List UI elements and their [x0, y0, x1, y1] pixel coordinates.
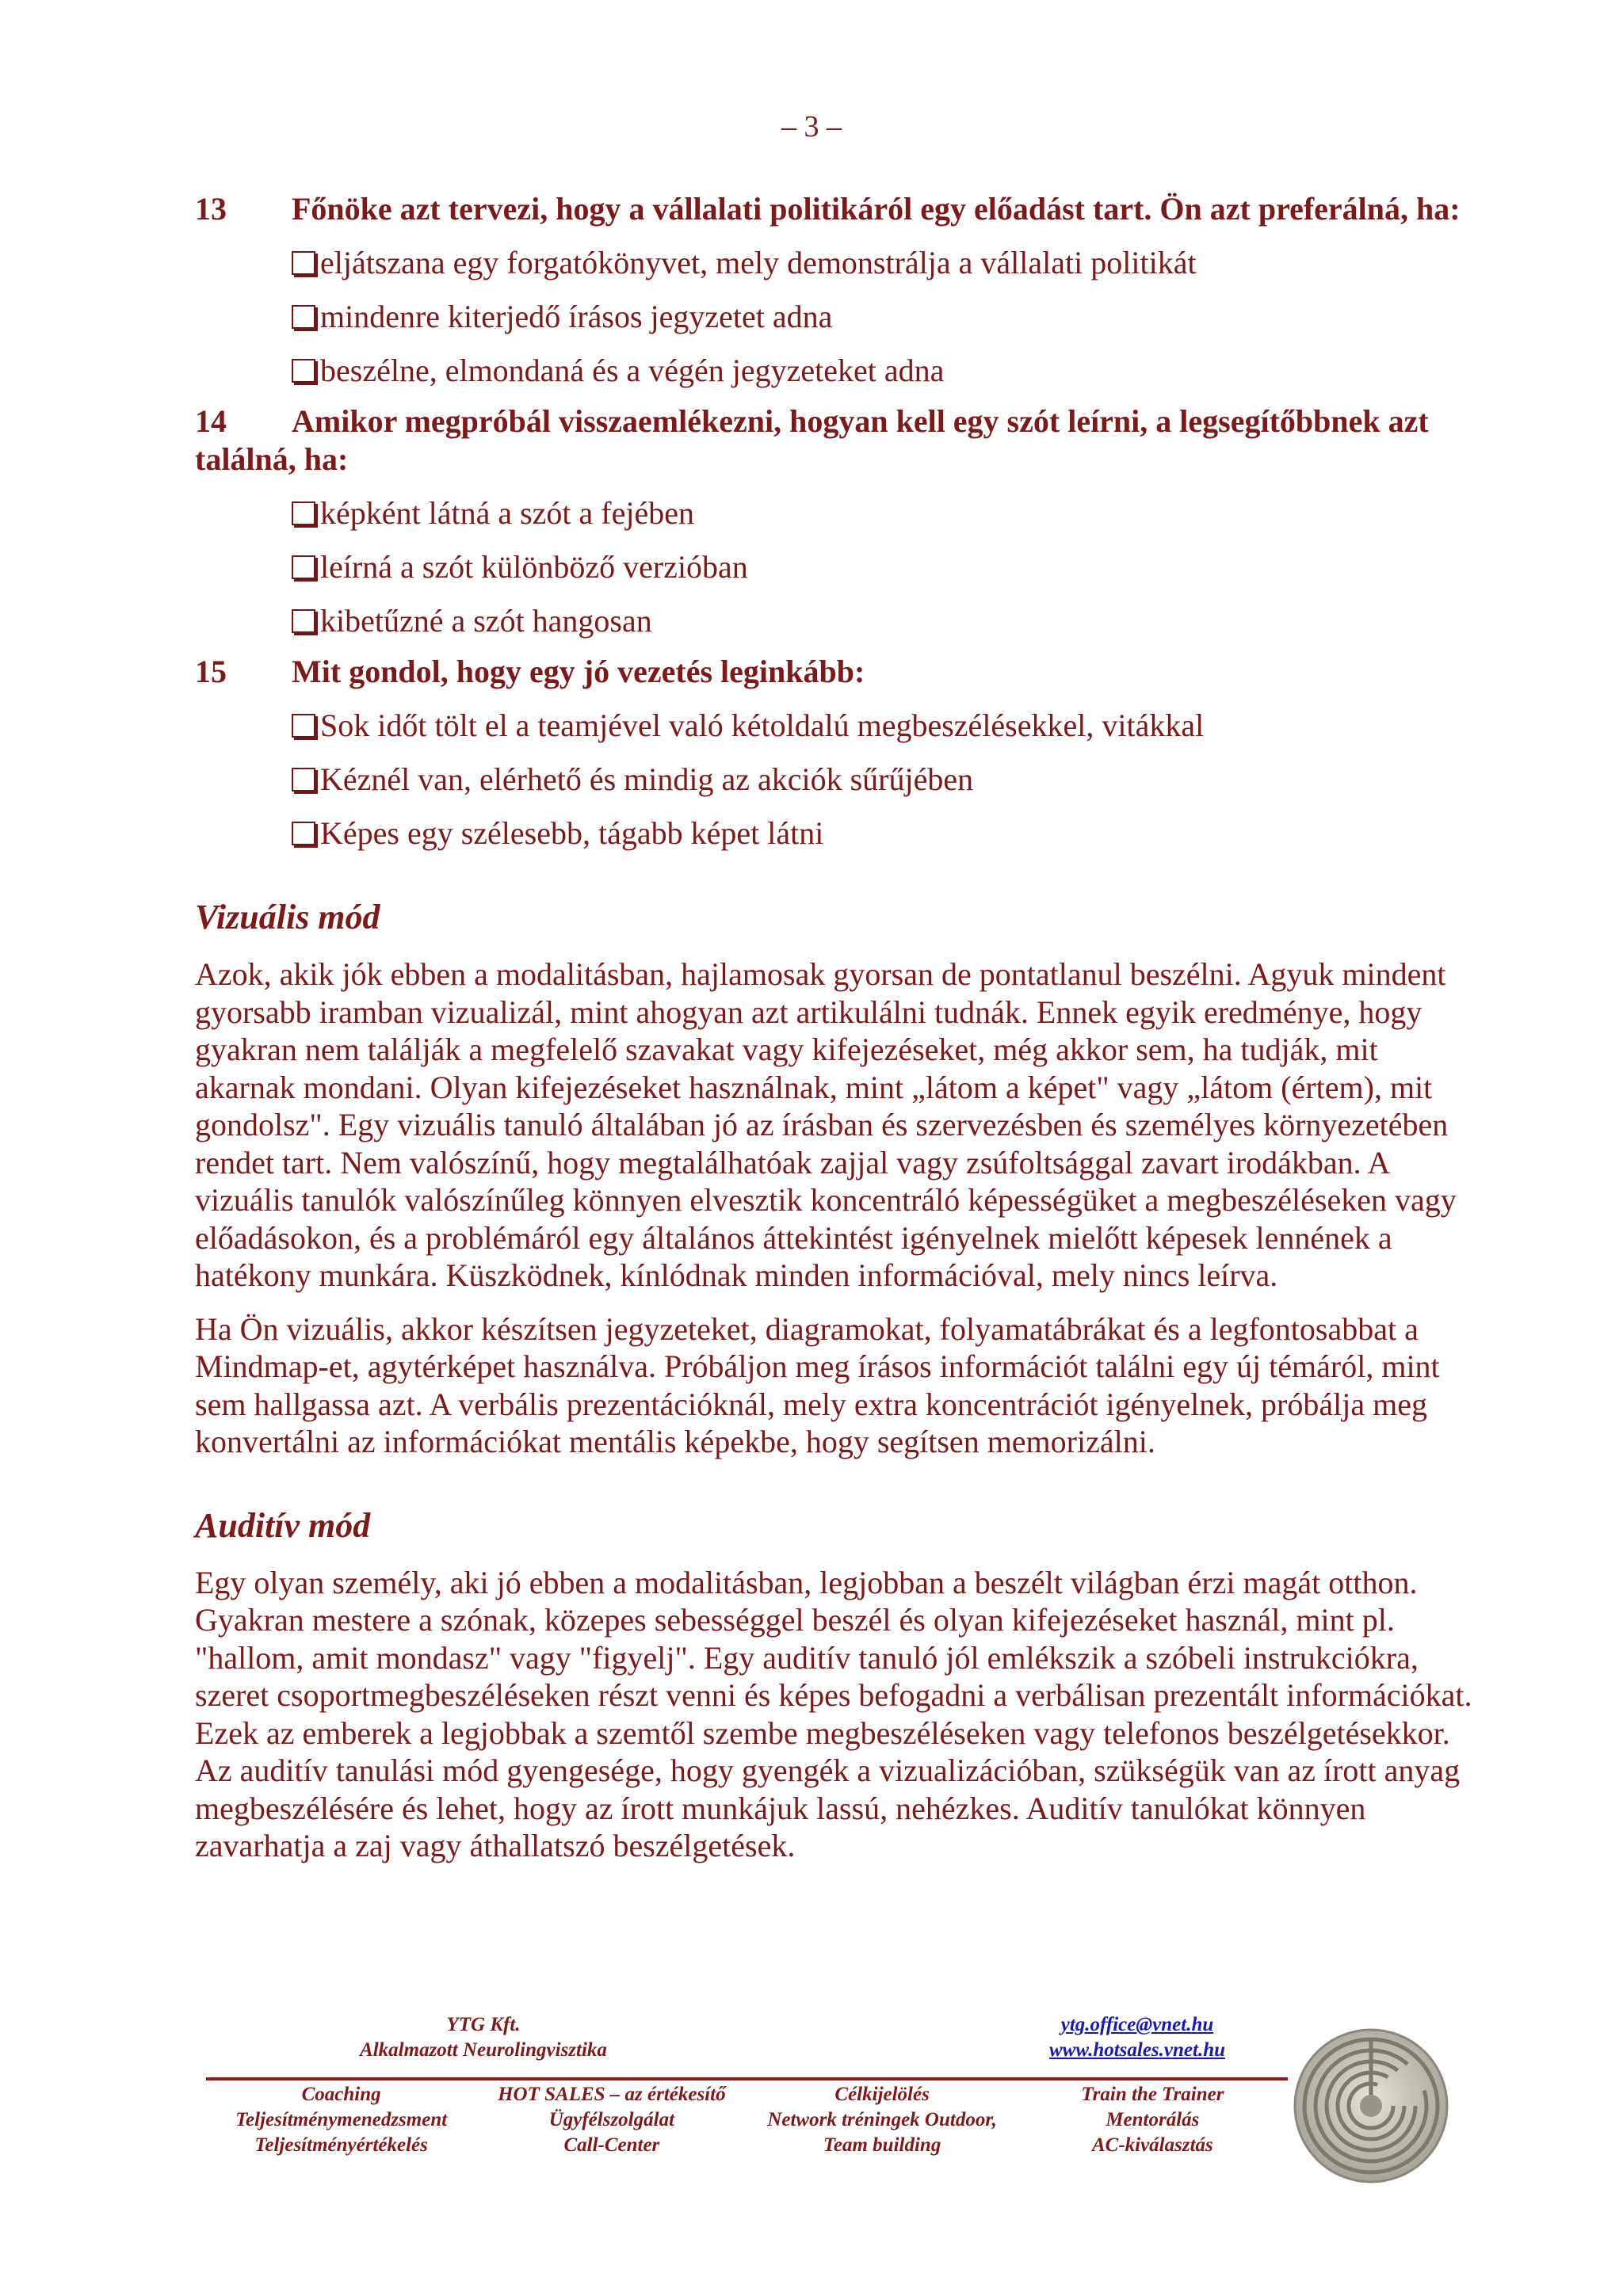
page-number: – 3 – [781, 110, 842, 143]
checkbox-icon[interactable] [292, 609, 315, 633]
question-text: 13 Főnöke azt tervezi, hogy a vállalati politikáról egy előadást tart. Ön azt preferálná, ha: [195, 191, 1461, 227]
footer-column: Célkijelölés Network tréningek Outdoor, Team building [767, 2084, 997, 2156]
question-number: 13 [195, 191, 227, 227]
option-item[interactable]: beszélne, elmondaná és a végén jegyzeteket adna [292, 352, 1479, 390]
checkbox-icon[interactable] [292, 359, 315, 383]
option-item[interactable]: Képes egy szélesebb, tágabb képet látni [292, 814, 1479, 852]
option-item[interactable]: leírná a szót különböző verzióban [292, 548, 1479, 586]
option-item[interactable]: kibetűzné a szót hangosan [292, 602, 1479, 640]
option-item[interactable]: Kéznél van, elérhető és mindig az akciók sűrűjében [292, 761, 1479, 799]
email-link[interactable]: ytg.office@vnet.hu [1060, 2014, 1214, 2035]
section-title-visual: Vizuális mód [195, 898, 380, 936]
question-15 [195, 653, 1479, 852]
question-text: 15 Mit gondol, hogy egy jó vezetés leginkább: [195, 654, 865, 689]
option-item[interactable]: mindenre kiterjedő írásos jegyzetet adna [292, 298, 1479, 336]
option-list [195, 707, 1479, 852]
checkbox-icon[interactable] [292, 714, 315, 738]
checkbox-icon[interactable] [292, 251, 315, 275]
footer-divider [206, 2077, 1288, 2081]
company-name: YTG Kft. [446, 2014, 521, 2035]
footer-header [206, 2012, 1292, 2068]
question-13 [195, 190, 1479, 390]
labyrinth-logo-icon [1292, 2027, 1450, 2185]
company-tagline: Alkalmazott Neurolingvisztika [360, 2039, 607, 2061]
option-item[interactable]: képként látná a szót a fejében [292, 494, 1479, 532]
option-item[interactable]: Sok időt tölt el a teamjével való kétoldalú megbeszélésekkel, vitákkal [292, 707, 1479, 745]
footer-company [206, 2012, 761, 2063]
footer-column: Coaching Teljesítménymenedzsment Teljesítményértékelés [235, 2084, 448, 2156]
option-item[interactable]: eljátszana egy forgatókönyvet, mely demonstrálja a vállalati politikát [292, 244, 1479, 282]
option-list [195, 494, 1479, 640]
section-title-auditory: Auditív mód [195, 1505, 371, 1545]
option-list [195, 244, 1479, 390]
footer-services [206, 2082, 1288, 2158]
question-number: 15 [195, 654, 227, 689]
question-number: 14 [195, 403, 227, 439]
paragraph: Egy olyan személy, aki jó ebben a modalitásban, legjobban a beszélt világban érzi magát otthon. Gyakran mestere a szónak, közepes sebességgel beszél és olyan kifejezéseket használ, mint pl. "hallom, amit mondasz" vagy "figyelj". Egy auditív tanuló jól emlékszik a szóbeli instrukciókra, szeret csoportmegbeszéléseken részt venni és képes befogadni a verbálisan prezentált információkat. Ezek az emberek a legjobbak a szemtől szembe megbeszéléseken vagy telefonos beszélgetésekkor. Az auditív tanulási mód gyengesége, hogy gyengék a vizualizációban, szükségük van az írott anyag megbeszélésére és lehet, hogy az írott munkájuk lassú, nehézkes. Auditív tanulókat könnyen zavarhatja a zaj vagy áthallatszó beszélgetések. [195, 1564, 1472, 1863]
footer-links [919, 2012, 1355, 2063]
checkbox-icon[interactable] [292, 305, 315, 329]
checkbox-icon[interactable] [292, 502, 315, 525]
website-link[interactable]: www.hotsales.vnet.hu [1048, 2039, 1226, 2061]
document-body [195, 190, 1479, 1881]
checkbox-icon[interactable] [292, 822, 315, 845]
checkbox-icon[interactable] [292, 555, 315, 579]
footer-column: HOT SALES – az értékesítő Ügyfélszolgálat Call-Center [498, 2084, 726, 2156]
checkbox-icon[interactable] [292, 768, 315, 791]
question-14 [195, 402, 1479, 640]
footer-column: Train the Trainer Mentorálás AC-kiválasztás [1081, 2084, 1224, 2156]
page-footer [206, 2012, 1623, 2250]
paragraph: Azok, akik jók ebben a modalitásban, hajlamosak gyorsan de pontatlanul beszélni. Agyuk mindent gyorsabb iramban vizualizál, mint ahogyan azt artikulálni tudnák. Ennek egyik eredménye, hogy gyakran nem találják a megfelelő szavakat vagy kifejezéseket, még akkor sem, ha tudják, mit akarnak mondani. Olyan kifejezéseket használnak, mint „látom a képet" vagy „látom (értem), mit gondolsz". Egy vizuális tanuló általában jó az írásban és szervezésben és személyes környezetében rendet tart. Nem valószínű, hogy megtalálhatóak zajjal vagy zsúfoltsággal zavart irodákban. A vizuális tanulók valószínűleg könnyen elvesztik koncentráló képességüket a megbeszéléseken vagy előadásokon, és a problémáról egy általános áttekintést igényelnek mielőtt képesek lennének a hatékony munkára. Küszködnek, kínlódnak minden információval, mely nincs leírva. [195, 956, 1457, 1293]
question-text: 14 Amikor megpróbál visszaemlékezni, hogyan kell egy szót leírni, a legsegítőbbnek azt találná, ha: [195, 403, 1429, 477]
paragraph: Ha Ön vizuális, akkor készítsen jegyzeteket, diagramokat, folyamatábrákat és a legfontosabbat a Mindmap-et, agytérképet használva. Próbáljon meg írásos információt találni egy új témáról, mint sem hallgassa azt. A verbális prezentációknál, mely extra koncentrációt igényelnek, próbálja meg konvertálni az információkat mentális képekbe, hogy segítsen memorizálni. [195, 1310, 1440, 1459]
